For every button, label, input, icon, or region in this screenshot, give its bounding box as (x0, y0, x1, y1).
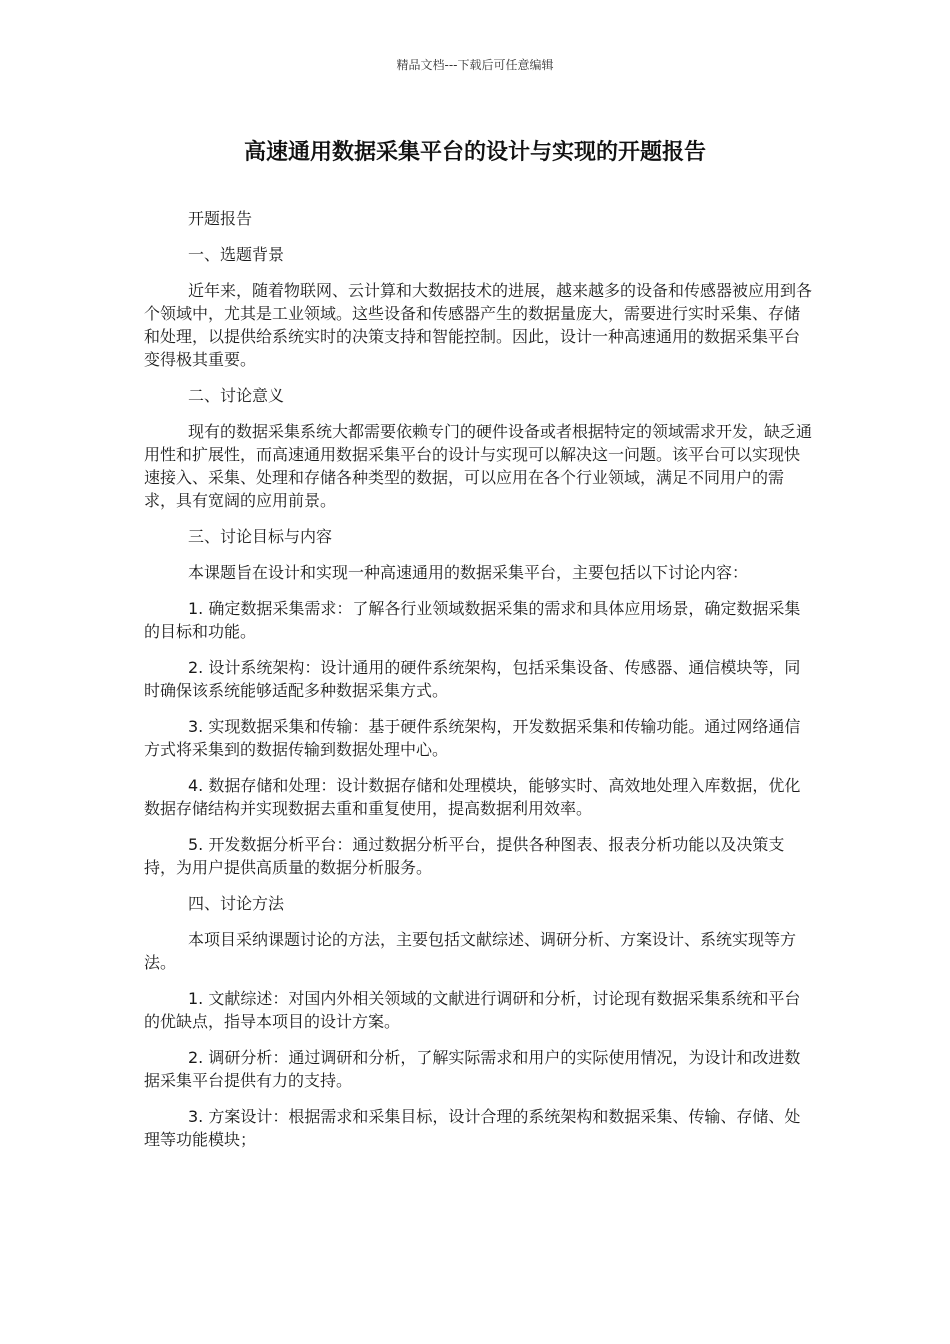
paragraph-significance: 现有的数据采集系统大都需要依赖专门的硬件设备或者根据特定的领域需求开发，缺乏通用性和扩展性，而高速通用数据采集平台的设计与实现可以解决这一问题。该平台可以实现快速接入、采集、处理和存储各种类型的数据，可以应用在各个行业领域，满足不同用户的需求，具有宽阔的应用前景。 (144, 422, 813, 510)
list-item-goal-3: 3. 实现数据采集和传输：基于硬件系统架构，开发数据采集和传输功能。通过网络通信方式将采集到的数据传输到数据处理中心。 (144, 717, 801, 759)
list-item-goal-2: 2. 设计系统架构：设计通用的硬件系统架构，包括采集设备、传感器、通信模块等，同时确保该系统能够适配多种数据采集方式。 (144, 658, 801, 700)
list-item-goal-1: 1. 确定数据采集需求：了解各行业领域数据采集的需求和具体应用场景，确定数据采集的目标和功能。 (144, 599, 801, 641)
section-heading-goals: 三、讨论目标与内容 (188, 527, 333, 546)
paragraph-goals-intro: 本课题旨在设计和实现一种高速通用的数据采集平台，主要包括以下讨论内容： (188, 563, 749, 582)
list-item-method-2: 2. 调研分析：通过调研和分析，了解实际需求和用户的实际使用情况，为设计和改进数据采集平台提供有力的支持。 (144, 1048, 801, 1090)
document-body (144, 207, 812, 1164)
page-header: 精品文档---下载后可任意编辑 (396, 58, 554, 72)
list-item-method-3: 3. 方案设计：根据需求和采集目标，设计合理的系统架构和数据采集、传输、存储、处理等功能模块； (144, 1107, 801, 1149)
paragraph-background: 近年来，随着物联网、云计算和大数据技术的进展，越来越多的设备和传感器被应用到各个领域中，尤其是工业领域。这些设备和传感器产生的数据量庞大，需要进行实时采集、存储和处理，以提供给系统实时的决策支持和智能控制。因此，设计一种高速通用的数据采集平台变得极其重要。 (144, 281, 813, 369)
list-item-method-1: 1. 文献综述：对国内外相关领域的文献进行调研和分析，讨论现有数据采集系统和平台的优缺点，指导本项目的设计方案。 (144, 989, 801, 1031)
section-heading-significance: 二、讨论意义 (188, 386, 285, 405)
paragraph-report-label: 开题报告 (188, 209, 253, 228)
list-item-goal-4: 4. 数据存储和处理：设计数据存储和处理模块，能够实时、高效地处理入库数据，优化数据存储结构并实现数据去重和重复使用，提高数据利用效率。 (144, 776, 801, 818)
section-heading-methods: 四、讨论方法 (188, 894, 285, 913)
list-item-goal-5: 5. 开发数据分析平台：通过数据分析平台，提供各种图表、报表分析功能以及决策支持，为用户提供高质量的数据分析服务。 (144, 835, 785, 877)
document-title: 高速通用数据采集平台的设计与实现的开题报告 (243, 140, 706, 165)
paragraph-methods-intro: 本项目采纳课题讨论的方法，主要包括文献综述、调研分析、方案设计、系统实现等方法。 (144, 930, 797, 972)
section-heading-background: 一、选题背景 (188, 245, 285, 264)
